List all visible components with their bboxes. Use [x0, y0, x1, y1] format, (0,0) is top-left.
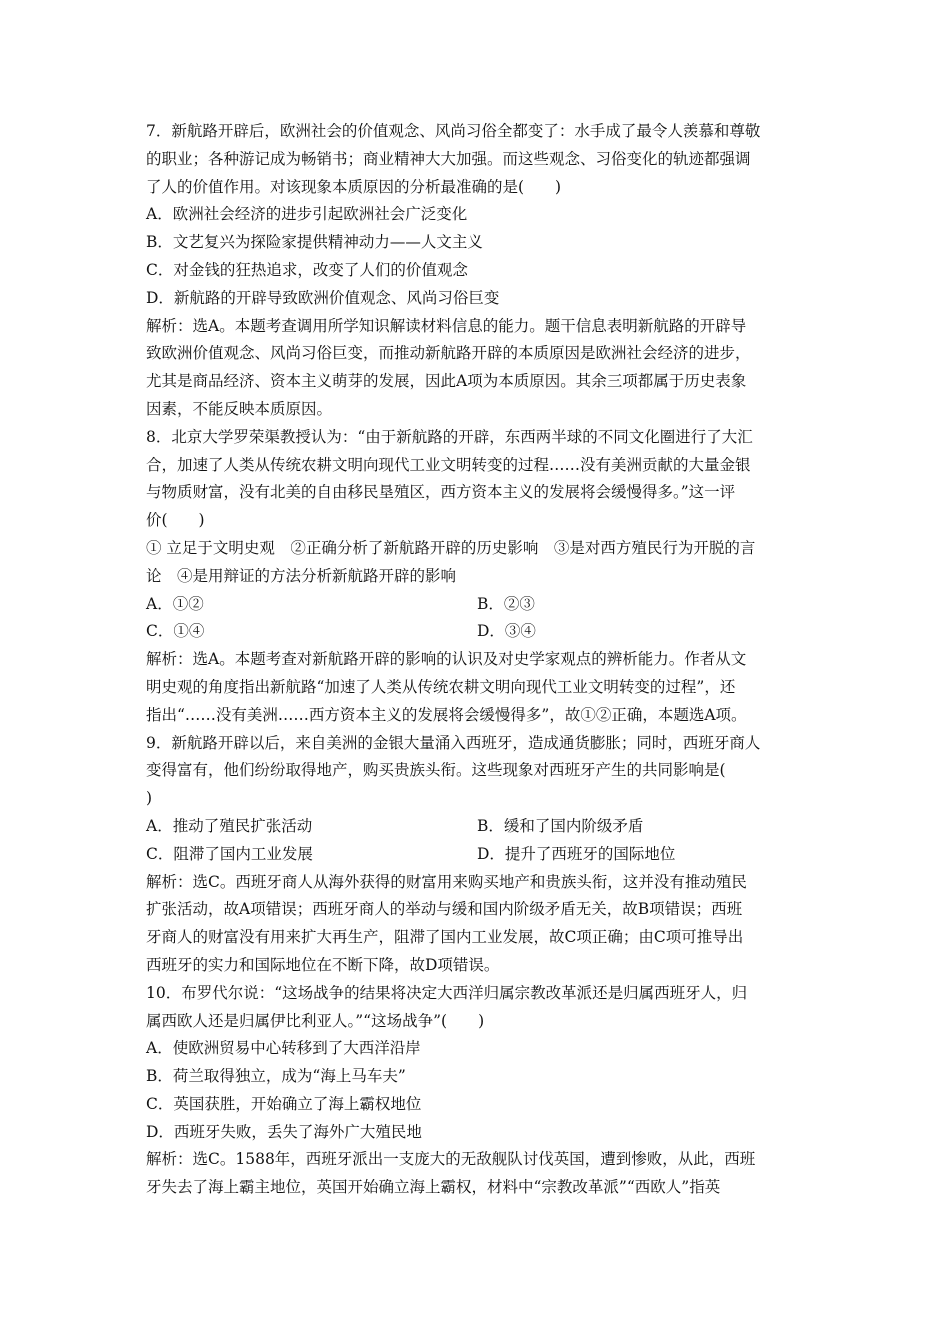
- statement-line: ① 立足于文明史观 ②正确分析了新航路开辟的历史影响 ③是对西方殖民行为开脱的言: [146, 538, 756, 557]
- options-row: [146, 813, 808, 841]
- analysis-line: 西班牙的实力和国际地位在不断下降，故D项错误。: [146, 955, 500, 974]
- document-page: [146, 118, 808, 1202]
- question-7: [146, 118, 808, 424]
- question-stem-line: 9．新航路开辟以后，来自美洲的金银大量涌入西班牙，造成通货膨胀；同时，西班牙商人: [146, 733, 761, 752]
- question-stem-line: 的职业；各种游记成为畅销书；商业精神大大加强。而这些观念、习俗变化的轨迹都强调: [146, 149, 751, 168]
- analysis-line: 解析：选A。本题考查对新航路开辟的影响的认识及对史学家观点的辨析能力。作者从文: [146, 650, 747, 669]
- option-a: A．使欧洲贸易中心转移到了大西洋沿岸: [146, 1039, 421, 1058]
- options-row: [146, 841, 808, 869]
- option-b: B．②③: [477, 594, 535, 613]
- options-row: [146, 591, 808, 619]
- analysis-line: 因素，不能反映本质原因。: [146, 399, 333, 418]
- question-stem-line: 属西欧人还是归属伊比利亚人。”“这场战争”( ): [146, 1011, 485, 1030]
- question-8: [146, 424, 808, 730]
- analysis-line: 牙商人的财富没有用来扩大再生产，阻滞了国内工业发展，故C项正确；由C项可推导出: [146, 928, 744, 947]
- option-b: B．文艺复兴为探险家提供精神动力——人文主义: [146, 233, 483, 252]
- question-stem-line: 8．北京大学罗荣渠教授认为：“由于新航路的开辟，东西两半球的不同文化圈进行了大汇: [146, 427, 753, 446]
- option-d: D．提升了西班牙的国际地位: [477, 844, 676, 863]
- question-stem-line: 价( ): [146, 511, 205, 530]
- option-b: B．缓和了国内阶级矛盾: [477, 816, 644, 835]
- analysis-line: 致欧洲价值观念、风尚习俗巨变，而推动新航路开辟的本质原因是欧洲社会经济的进步，: [146, 344, 751, 363]
- question-stem-line: 变得富有，他们纷纷取得地产，购买贵族头衔。这些现象对西班牙产生的共同影响是(: [146, 761, 726, 780]
- analysis-line: 尤其是商品经济、资本主义萌芽的发展，因此A项为本质原因。其余三项都属于历史表象: [146, 372, 747, 391]
- question-9: [146, 730, 808, 980]
- analysis-line: 扩张活动，故A项错误；西班牙商人的举动与缓和国内阶级矛盾无关，故B项错误；西班: [146, 900, 743, 919]
- option-d: D．新航路的开辟导致欧洲价值观念、风尚习俗巨变: [146, 288, 500, 307]
- question-stem-line: 了人的价值作用。对该现象本质原因的分析最准确的是( ): [146, 177, 562, 196]
- option-b: B．荷兰取得独立，成为“海上马车夫”: [146, 1067, 406, 1086]
- option-d: D．③④: [477, 622, 536, 641]
- option-a: A．推动了殖民扩张活动: [146, 816, 313, 835]
- option-a: A．欧洲社会经济的进步引起欧洲社会广泛变化: [146, 205, 468, 224]
- question-10: [146, 980, 808, 1202]
- question-stem-line: 与物质财富，没有北美的自由移民垦殖区，西方资本主义的发展将会缓慢得多。”这一评: [146, 483, 736, 502]
- analysis-line: 牙失去了海上霸主地位，英国开始确立海上霸权，材料中“宗教改革派”“西欧人”指英: [146, 1178, 721, 1197]
- question-stem-line: 10．布罗代尔说：“这场战争的结果将决定大西洋归属宗教改革派还是归属西班牙人，归: [146, 983, 748, 1002]
- statement-line: 论 ④是用辩证的方法分析新航路开辟的影响: [146, 566, 457, 585]
- option-a: A．①②: [146, 594, 204, 613]
- analysis-line: 明史观的角度指出新航路“加速了人类从传统农耕文明向现代工业文明转变的过程”，还: [146, 677, 736, 696]
- analysis-line: 解析：选A。本题考查调用所学知识解读材料信息的能力。题干信息表明新航路的开辟导: [146, 316, 747, 335]
- options-row: [146, 618, 808, 646]
- question-stem-line: 7．新航路开辟后，欧洲社会的价值观念、风尚习俗全都变了：水手成了最令人羡慕和尊敬: [146, 122, 761, 140]
- option-c: C．阻滞了国内工业发展: [146, 844, 313, 863]
- option-c: C．对金钱的狂热追求，改变了人们的价值观念: [146, 260, 468, 279]
- analysis-line: 解析：选C。1588年，西班牙派出一支庞大的无敌舰队讨伐英国，遭到惨败，从此，西班: [146, 1150, 756, 1169]
- option-c: C．①④: [146, 622, 205, 641]
- option-c: C．英国获胜，开始确立了海上霸权地位: [146, 1094, 422, 1113]
- analysis-line: 指出“……没有美洲……西方资本主义的发展将会缓慢得多”，故①②正确，本题选A项。: [146, 705, 747, 724]
- option-d: D．西班牙失败，丢失了海外广大殖民地: [146, 1122, 422, 1141]
- analysis-line: 解析：选C。西班牙商人从海外获得的财富用来购买地产和贵族头衔，这并没有推动殖民: [146, 872, 747, 891]
- question-stem-line: 合，加速了人类从传统农耕文明向现代工业文明转变的过程……没有美洲贡献的大量金银: [146, 455, 751, 474]
- question-stem-line: ): [146, 789, 153, 808]
